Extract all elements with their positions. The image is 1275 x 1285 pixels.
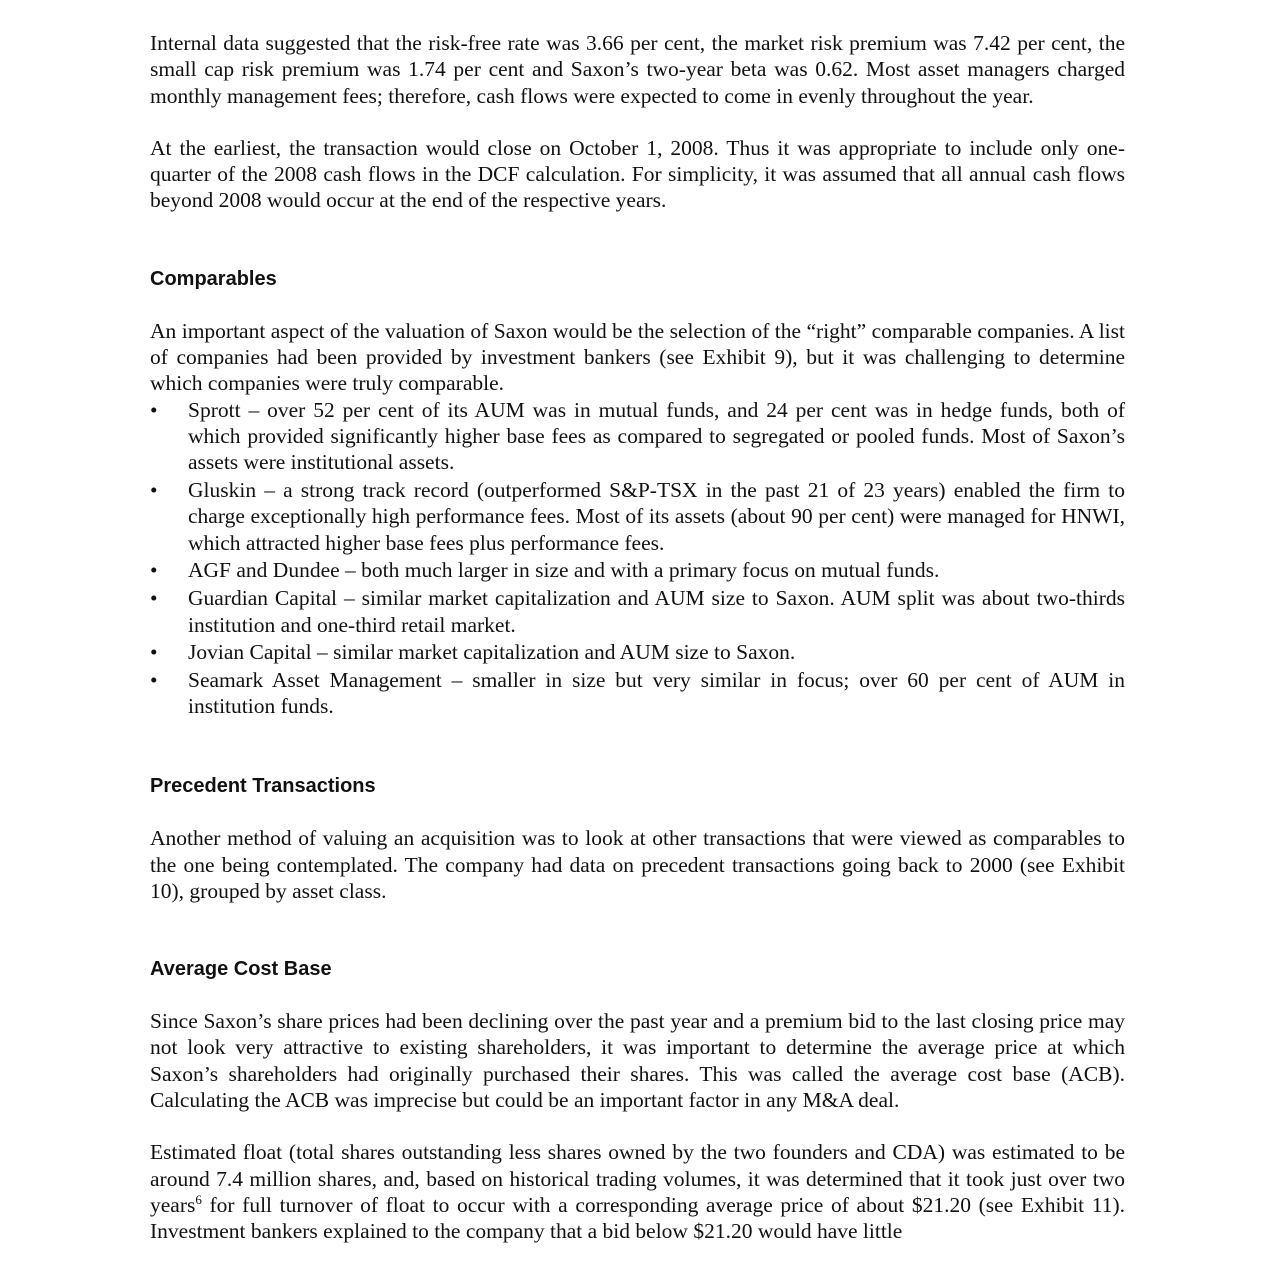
paragraph-transaction-close: At the earliest, the transaction would close on October 1, 2008. Thus it was appropriate to include only one-quarter of the 2008 cash flows in the DCF calculation. For simplicity, it was assumed that all annual cash flows beyond 2008 would occur at the end of the respective years.: [150, 135, 1125, 213]
paragraph-estimated-float: Estimated float (total shares outstanding less shares owned by the two founders and CDA) was estimated to be around 7.4 million shares, and, based on historical trading volumes, it was determined that it took just over two years$^6$ for full turnover of float to occur with a corresponding average price of about $21.20 (see Exhibit 11). Investment bankers explained to the company that a bid below $21.20 would have little: [150, 1140, 1125, 1244]
heading-comparables: Comparables: [150, 267, 277, 290]
document-page: [150, 30, 1125, 1245]
bullet-icon: •: [150, 397, 158, 422]
list-item: • AGF and Dundee – both much larger in size and with a primary focus on mutual funds.: [150, 558, 940, 583]
footnote-reference[interactable]: 6: [195, 1191, 202, 1207]
bullet-icon: •: [150, 478, 158, 503]
bullet-icon: •: [150, 586, 158, 611]
comparables-list: [150, 397, 1125, 720]
paragraph-discount-rate: Internal data suggested that the risk-free rate was 3.66 per cent, the market risk premium was 7.42 per cent, the small cap risk premium was 1.74 per cent and Saxon’s two-year beta was 0.62. Most asset managers charged monthly management fees; therefore, cash flows were expected to come in evenly throughout the year.: [150, 31, 1125, 108]
paragraph-precedent: Another method of valuing an acquisition was to look at other transactions that were viewed as comparables to the one being contemplated. The company had data on precedent transactions going back to 2000 (see Exhibit 10), grouped by asset class.: [150, 826, 1125, 903]
list-item: • Sprott – over 52 per cent of its AUM was in mutual funds, and 24 per cent was in hedge funds, both of which provided significantly higher base fees as compared to segregated or pooled funds. Most of Saxon’s assets were institutional assets.: [150, 397, 1125, 475]
bullet-icon: •: [150, 640, 158, 665]
paragraph-comparables-intro: An important aspect of the valuation of Saxon would be the selection of the “right” comparable companies. A list of companies had been provided by investment bankers (see Exhibit 9), but it was challenging to determine which companies were truly comparable.: [150, 318, 1125, 396]
heading-average-cost-base: Average Cost Base: [150, 958, 332, 981]
paragraph-acb: Since Saxon’s share prices had been declining over the past year and a premium bid to the last closing price may not look very attractive to existing shareholders, it was important to determine the average price at which Saxon’s shareholders had originally purchased their shares. This was called the average cost base (ACB). Calculating the ACB was imprecise but could be an important factor in any M&A deal.: [150, 1009, 1125, 1113]
list-item: • Gluskin – a strong track record (outperformed S&P-TSX in the past 21 of 23 years) enabled the firm to charge exceptionally high performance fees. Most of its assets (about 90 per cent) were managed for HNWI, which attracted higher base fees plus performance fees.: [150, 478, 1125, 555]
bullet-icon: •: [150, 668, 158, 693]
heading-precedent-transactions: Precedent Transactions: [150, 775, 376, 798]
list-item: • Seamark Asset Management – smaller in size but very similar in focus; over 60 per cent of AUM in institution funds.: [150, 668, 1125, 719]
list-item: • Jovian Capital – similar market capitalization and AUM size to Saxon.: [150, 640, 796, 665]
list-item: • Guardian Capital – similar market capitalization and AUM size to Saxon. AUM split was about two-thirds institution and one-third retail market.: [150, 586, 1125, 637]
bullet-icon: •: [150, 558, 158, 583]
